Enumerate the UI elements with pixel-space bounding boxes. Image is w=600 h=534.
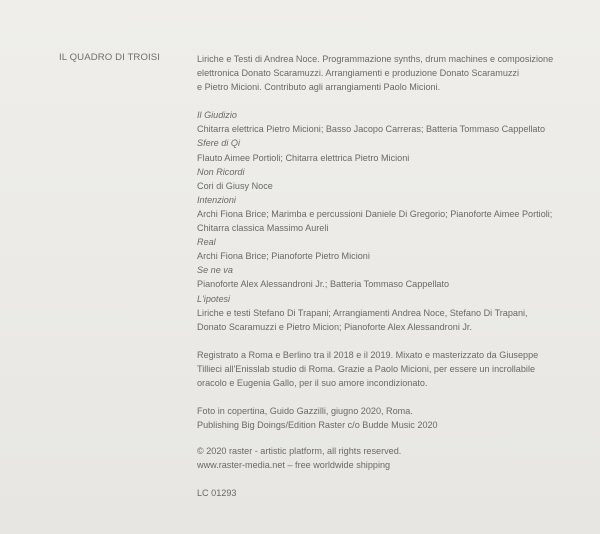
recording-line: oracolo e Eugenia Gallo, per il suo amore incondizionato. bbox=[197, 377, 428, 388]
copyright-line: © 2020 raster - artistic platform, all rights reserved. bbox=[197, 446, 402, 457]
intro-credits bbox=[197, 52, 587, 94]
track-credit-line: Donato Scaramuzzi e Pietro Micion; Pianoforte Alex Alessandroni Jr. bbox=[197, 321, 472, 332]
track-credit-line: Liriche e testi Stefano Di Trapani; Arrangiamenti Andrea Noce, Stefano Di Trapani, bbox=[197, 307, 528, 318]
copyright-notes bbox=[197, 444, 587, 472]
website-line: www.raster-media.net – free worldwide shipping bbox=[197, 460, 391, 471]
track-credit-line: Archi Fiona Brice; Pianoforte Pietro Micioni bbox=[197, 251, 370, 262]
track-credit-line: Flauto Aimee Portioli; Chitarra elettrica Pietro Micioni bbox=[197, 152, 410, 163]
track-credit-line: Cori di Giusy Noce bbox=[197, 180, 273, 191]
track-title: Real bbox=[197, 237, 216, 248]
intro-line: elettronica Donato Scaramuzzi. Arrangiamenti e produzione Donato Scaramuzzi bbox=[197, 68, 519, 79]
credits-column bbox=[197, 52, 587, 501]
publishing-line: Publishing Big Doings/Edition Raster c/o Budde Music 2020 bbox=[197, 420, 438, 431]
intro-line: e Pietro Micioni. Contributo agli arrangiamenti Paolo Micioni. bbox=[197, 82, 441, 93]
track-title: Non Ricordi bbox=[197, 166, 245, 177]
recording-line: Registrato a Roma e Berlino tra il 2018 e il 2019. Mixato e masterizzato da Giuseppe bbox=[197, 349, 539, 360]
track-credit-line: Pianoforte Alex Alessandroni Jr.; Batteria Tommaso Cappellato bbox=[197, 279, 450, 290]
photo-publishing-notes bbox=[197, 404, 587, 432]
photo-line: Foto in copertina, Guido Gazzilli, giugno 2020, Roma. bbox=[197, 406, 413, 417]
track-credit-line: Archi Fiona Brice; Marimba e percussioni Daniele Di Gregorio; Pianoforte Aimee Portioli; bbox=[197, 208, 553, 219]
album-title: IL QUADRO DI TROISI bbox=[59, 52, 161, 63]
track-title: L'ipotesi bbox=[197, 293, 231, 304]
track-credit-line: Chitarra classica Massimo Aureli bbox=[197, 223, 329, 234]
label-code: LC 01293 bbox=[197, 488, 237, 499]
track-credit-line: Chitarra elettrica Pietro Micioni; Basso Jacopo Carreras; Batteria Tommaso Cappellato bbox=[197, 124, 546, 135]
track-title: Intenzioni bbox=[197, 194, 236, 205]
recording-notes bbox=[197, 348, 587, 390]
recording-line: Tillieci all'Enisslab studio di Roma. Grazie a Paolo Micioni, per essere un incrollabile bbox=[197, 363, 536, 374]
track-title: Se ne va bbox=[197, 265, 233, 276]
track-title: Sfere di Qi bbox=[197, 138, 240, 149]
track-credits bbox=[197, 108, 587, 334]
track-title: Il Giudizio bbox=[197, 110, 237, 121]
intro-line: Liriche e Testi di Andrea Noce. Programmazione synths, drum machines e composizione bbox=[197, 54, 554, 64]
label-code-block bbox=[197, 486, 587, 500]
